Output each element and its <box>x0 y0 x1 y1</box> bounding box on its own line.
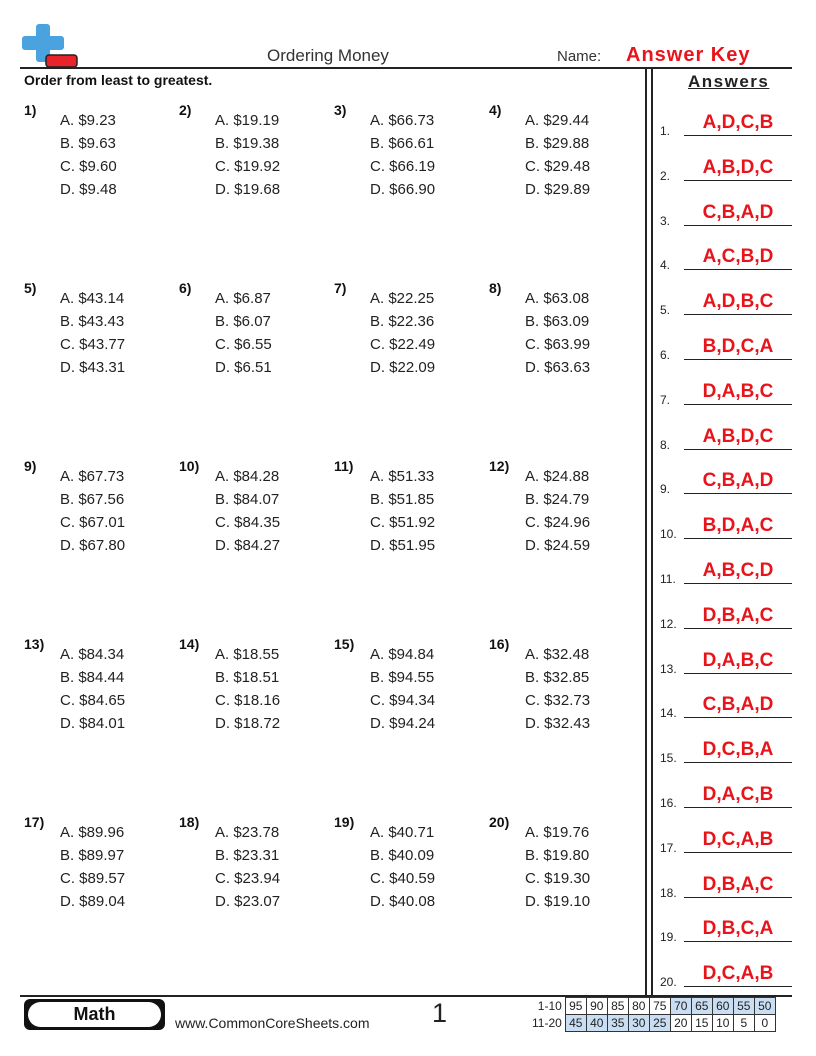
option-line: B. $94.55 <box>370 669 435 686</box>
page-number: 1 <box>432 998 448 1028</box>
score-cell: 55 <box>733 998 754 1015</box>
score-row <box>530 1015 775 1032</box>
problem-number: 16) <box>489 636 510 652</box>
problem-options <box>370 109 435 201</box>
answer-row <box>660 200 792 230</box>
problem-number: 10) <box>179 458 200 474</box>
answer-number: 5. <box>660 303 671 318</box>
answer-blank-line <box>684 852 792 853</box>
option-line: D. $66.90 <box>370 181 436 198</box>
answer-row <box>660 603 792 633</box>
answer-number: 4. <box>660 258 671 273</box>
option-line: D. $19.68 <box>215 181 281 198</box>
answer-number: 15. <box>660 751 677 766</box>
problem-options <box>525 109 590 201</box>
option-line: B. $29.88 <box>525 135 590 152</box>
problem-number: 20) <box>489 814 510 830</box>
problem-number: 6) <box>179 280 192 296</box>
option-line: C. $6.55 <box>215 336 272 353</box>
answer-row <box>660 916 792 946</box>
score-cell: 10 <box>712 1015 733 1032</box>
score-cell: 30 <box>628 1015 649 1032</box>
answer-blank-line <box>684 314 792 315</box>
answer-value: C,B,A,D <box>702 201 774 223</box>
option-line: C. $22.49 <box>370 336 436 353</box>
score-cell: 45 <box>565 1015 586 1032</box>
option-line: C. $63.99 <box>525 336 591 353</box>
answer-row <box>660 692 792 722</box>
option-line: A. $19.19 <box>215 112 280 129</box>
answer-blank-line <box>684 673 792 674</box>
answers-column-divider <box>651 68 653 995</box>
problem-number: 2) <box>179 102 192 118</box>
answer-number: 19. <box>660 930 677 945</box>
option-line: D. $22.09 <box>370 359 436 376</box>
problem-options <box>525 287 590 379</box>
option-line: B. $18.51 <box>215 669 280 686</box>
option-line: A. $43.14 <box>60 290 125 307</box>
answer-number: 16. <box>660 796 677 810</box>
problem-options <box>60 643 125 735</box>
option-line: D. $40.08 <box>370 893 436 910</box>
answer-number: 8. <box>660 437 671 452</box>
option-line: D. $23.07 <box>215 893 281 910</box>
problem-number: 14) <box>179 636 200 652</box>
option-line: B. $6.07 <box>215 313 271 330</box>
option-line: D. $24.59 <box>525 537 591 554</box>
answers-heading: Answers <box>688 72 770 91</box>
score-cell: 5 <box>733 1015 754 1032</box>
option-line: A. $67.73 <box>60 468 125 485</box>
name-label: Name: <box>557 48 602 65</box>
answer-number: 20. <box>660 975 677 990</box>
option-line: B. $84.44 <box>60 669 125 686</box>
option-line: B. $24.79 <box>525 491 590 508</box>
option-line: C. $24.96 <box>525 514 591 531</box>
answer-blank-line <box>684 538 792 539</box>
option-line: A. $6.87 <box>215 290 271 307</box>
option-line: B. $84.07 <box>215 491 280 508</box>
answer-value: D,C,A,B <box>702 963 774 985</box>
website-url: www.CommonCoreSheets.com <box>175 1015 370 1031</box>
problem-options <box>60 287 125 379</box>
score-cell: 40 <box>586 1015 607 1032</box>
answer-number: 13. <box>660 661 677 676</box>
answer-blank-line <box>684 269 792 270</box>
problem-number: 12) <box>489 458 510 474</box>
answer-value: D,B,A,C <box>702 604 774 626</box>
answers-column-divider <box>645 68 647 995</box>
answer-row <box>660 737 792 767</box>
option-line: B. $89.97 <box>60 847 125 864</box>
option-line: B. $32.85 <box>525 669 590 686</box>
answer-row <box>660 334 792 364</box>
answer-number: 14. <box>660 706 677 721</box>
score-cell: 0 <box>754 1015 775 1032</box>
problem-options <box>525 465 590 557</box>
option-line: B. $19.80 <box>525 847 590 864</box>
score-cell: 70 <box>670 998 691 1015</box>
score-cell: 20 <box>670 1015 691 1032</box>
answer-row <box>660 424 792 454</box>
option-line: A. $84.34 <box>60 646 125 663</box>
answer-value: A,D,B,C <box>702 291 774 313</box>
answer-blank-line <box>684 180 792 181</box>
score-row-label: 11-20 <box>532 1016 562 1030</box>
problem-number: 7) <box>334 280 347 296</box>
option-line: D. $67.80 <box>60 537 126 554</box>
option-line: D. $19.10 <box>525 893 591 910</box>
answer-number: 11. <box>660 572 676 586</box>
answer-row <box>660 244 792 274</box>
answer-row <box>660 782 792 812</box>
answer-value: D,A,C,B <box>702 784 774 805</box>
problem-number: 8) <box>489 280 502 296</box>
answer-value: C,B,A,D <box>702 694 774 716</box>
score-cell: 75 <box>649 998 670 1015</box>
answer-row <box>660 961 792 991</box>
problem-number: 17) <box>24 814 45 830</box>
answer-row <box>660 110 792 140</box>
problem-number: 11) <box>334 458 354 474</box>
problem-options <box>60 821 125 913</box>
option-line: D. $63.63 <box>525 359 591 376</box>
problem-number: 9) <box>24 458 37 474</box>
answer-blank-line <box>684 897 792 898</box>
answer-number: 1. <box>660 124 671 138</box>
answer-blank-line <box>684 359 792 360</box>
option-line: B. $66.61 <box>370 135 435 152</box>
answer-value: D,A,B,C <box>702 380 774 402</box>
answer-number: 2. <box>660 168 671 183</box>
option-line: B. $40.09 <box>370 847 435 864</box>
option-line: D. $84.01 <box>60 715 126 732</box>
answer-value: A,B,D,C <box>702 156 774 178</box>
score-cell: 15 <box>691 1015 712 1032</box>
answer-value: B,D,C,A <box>702 336 774 357</box>
option-line: A. $29.44 <box>525 112 590 129</box>
answer-row <box>660 872 792 902</box>
subject-badge <box>24 999 165 1030</box>
score-cell: 35 <box>607 1015 628 1032</box>
answer-blank-line <box>684 762 792 763</box>
answer-blank-line <box>684 449 792 450</box>
score-cell: 50 <box>754 998 775 1015</box>
option-line: C. $18.16 <box>215 692 281 709</box>
answer-blank-line <box>684 225 792 226</box>
problem-options <box>525 643 590 735</box>
answer-value: D,C,A,B <box>702 828 774 850</box>
problem-options <box>215 109 280 201</box>
worksheet-title: Ordering Money <box>267 46 389 65</box>
problem-options <box>370 465 435 557</box>
option-line: D. $94.24 <box>370 715 436 732</box>
score-cell: 90 <box>586 998 607 1015</box>
option-line: A. $40.71 <box>370 824 435 841</box>
option-line: D. $89.04 <box>60 893 126 910</box>
option-line: C. $29.48 <box>525 158 591 175</box>
problem-number: 19) <box>334 814 355 830</box>
score-cell: 25 <box>649 1015 670 1032</box>
answer-blank-line <box>684 941 792 942</box>
answer-value: A,B,D,C <box>702 425 774 447</box>
option-line: A. $23.78 <box>215 824 280 841</box>
answer-number: 18. <box>660 885 677 900</box>
option-line: B. $51.85 <box>370 491 435 508</box>
option-line: C. $43.77 <box>60 336 126 353</box>
answer-row <box>660 827 792 857</box>
score-cell: 85 <box>607 998 628 1015</box>
answer-number: 17. <box>660 840 677 855</box>
option-line: D. $29.89 <box>525 181 591 198</box>
score-cell: 60 <box>712 998 733 1015</box>
option-line: B. $19.38 <box>215 135 280 152</box>
option-line: C. $84.65 <box>60 692 126 709</box>
option-line: A. $32.48 <box>525 646 590 663</box>
header-divider <box>20 67 792 69</box>
option-line: D. $43.31 <box>60 359 126 376</box>
answer-blank-line <box>684 807 792 808</box>
option-line: B. $22.36 <box>370 313 435 330</box>
option-line: D. $32.43 <box>525 715 591 732</box>
option-line: A. $9.23 <box>60 112 116 129</box>
option-line: A. $22.25 <box>370 290 435 307</box>
option-line: C. $19.30 <box>525 870 591 887</box>
subject-label: Math <box>28 1002 161 1027</box>
option-line: C. $9.60 <box>60 158 117 175</box>
option-line: A. $94.84 <box>370 646 435 663</box>
problem-options <box>215 643 280 735</box>
problem-number: 3) <box>334 102 347 118</box>
problem-number: 5) <box>24 280 37 296</box>
problem-options <box>215 821 280 913</box>
option-line: B. $23.31 <box>215 847 280 864</box>
answer-key-label: Answer Key <box>626 44 751 66</box>
option-line: D. $51.95 <box>370 537 436 554</box>
answer-number: 6. <box>660 348 671 362</box>
answer-row <box>660 468 792 498</box>
option-line: A. $63.08 <box>525 290 590 307</box>
answer-row <box>660 513 792 543</box>
option-line: D. $9.48 <box>60 181 117 198</box>
option-line: C. $51.92 <box>370 514 436 531</box>
problem-number: 18) <box>179 814 200 830</box>
option-line: B. $67.56 <box>60 491 125 508</box>
option-line: C. $32.73 <box>525 692 591 709</box>
answer-blank-line <box>684 717 792 718</box>
answer-number: 10. <box>660 527 677 542</box>
answer-value: A,B,C,D <box>702 560 774 581</box>
problem-options <box>370 287 435 379</box>
problem-options <box>60 465 125 557</box>
answer-value: D,B,C,A <box>702 918 774 940</box>
answer-blank-line <box>684 493 792 494</box>
option-line: C. $66.19 <box>370 158 436 175</box>
option-line: A. $89.96 <box>60 824 125 841</box>
instructions: Order from least to greatest. <box>24 72 213 88</box>
option-line: A. $24.88 <box>525 468 590 485</box>
score-table <box>530 997 776 1032</box>
answer-row <box>660 379 792 409</box>
score-cell: 95 <box>565 998 586 1015</box>
answer-blank-line <box>684 583 792 584</box>
answer-number: 12. <box>660 616 677 631</box>
answer-row <box>660 648 792 678</box>
problem-number: 1) <box>24 102 37 118</box>
problem-options <box>525 821 590 913</box>
option-line: C. $40.59 <box>370 870 436 887</box>
option-line: D. $84.27 <box>215 537 281 554</box>
answer-number: 7. <box>660 392 671 407</box>
score-row-label: 1-10 <box>537 999 562 1013</box>
answer-blank-line <box>684 404 792 405</box>
answer-row <box>660 289 792 319</box>
option-line: B. $43.43 <box>60 313 125 330</box>
answer-value: C,B,A,D <box>702 470 774 492</box>
problem-number: 15) <box>334 636 355 652</box>
problem-options <box>370 821 435 913</box>
option-line: C. $23.94 <box>215 870 281 887</box>
option-line: A. $51.33 <box>370 468 435 485</box>
option-line: C. $89.57 <box>60 870 126 887</box>
answer-value: A,D,C,B <box>702 112 774 133</box>
answer-row <box>660 558 792 588</box>
score-row <box>530 998 775 1015</box>
option-line: B. $9.63 <box>60 135 116 152</box>
plus-minus-logo-icon <box>22 24 78 68</box>
score-cell: 65 <box>691 998 712 1015</box>
problem-options <box>370 643 435 735</box>
option-line: D. $6.51 <box>215 359 272 376</box>
option-line: C. $67.01 <box>60 514 126 531</box>
answer-blank-line <box>684 135 792 136</box>
answer-value: B,D,A,C <box>702 515 774 537</box>
problem-options <box>215 287 272 379</box>
option-line: B. $63.09 <box>525 313 590 330</box>
answer-value: D,A,B,C <box>702 649 774 671</box>
answer-row <box>660 155 792 185</box>
problem-number: 4) <box>489 102 502 118</box>
problem-number: 13) <box>24 636 45 652</box>
answer-value: A,C,B,D <box>702 246 774 268</box>
option-line: C. $19.92 <box>215 158 281 175</box>
score-cell: 80 <box>628 998 649 1015</box>
option-line: A. $19.76 <box>525 824 590 841</box>
option-line: A. $66.73 <box>370 112 435 129</box>
answer-number: 3. <box>660 213 671 228</box>
option-line: A. $84.28 <box>215 468 280 485</box>
answer-value: D,C,B,A <box>702 739 774 761</box>
answer-blank-line <box>684 628 792 629</box>
problem-options <box>60 109 117 201</box>
option-line: C. $94.34 <box>370 692 436 709</box>
answer-number: 9. <box>660 482 671 497</box>
option-line: D. $18.72 <box>215 715 281 732</box>
option-line: A. $18.55 <box>215 646 280 663</box>
answer-value: D,B,A,C <box>702 873 774 895</box>
problem-options <box>215 465 280 557</box>
answer-blank-line <box>684 986 792 987</box>
option-line: C. $84.35 <box>215 514 281 531</box>
